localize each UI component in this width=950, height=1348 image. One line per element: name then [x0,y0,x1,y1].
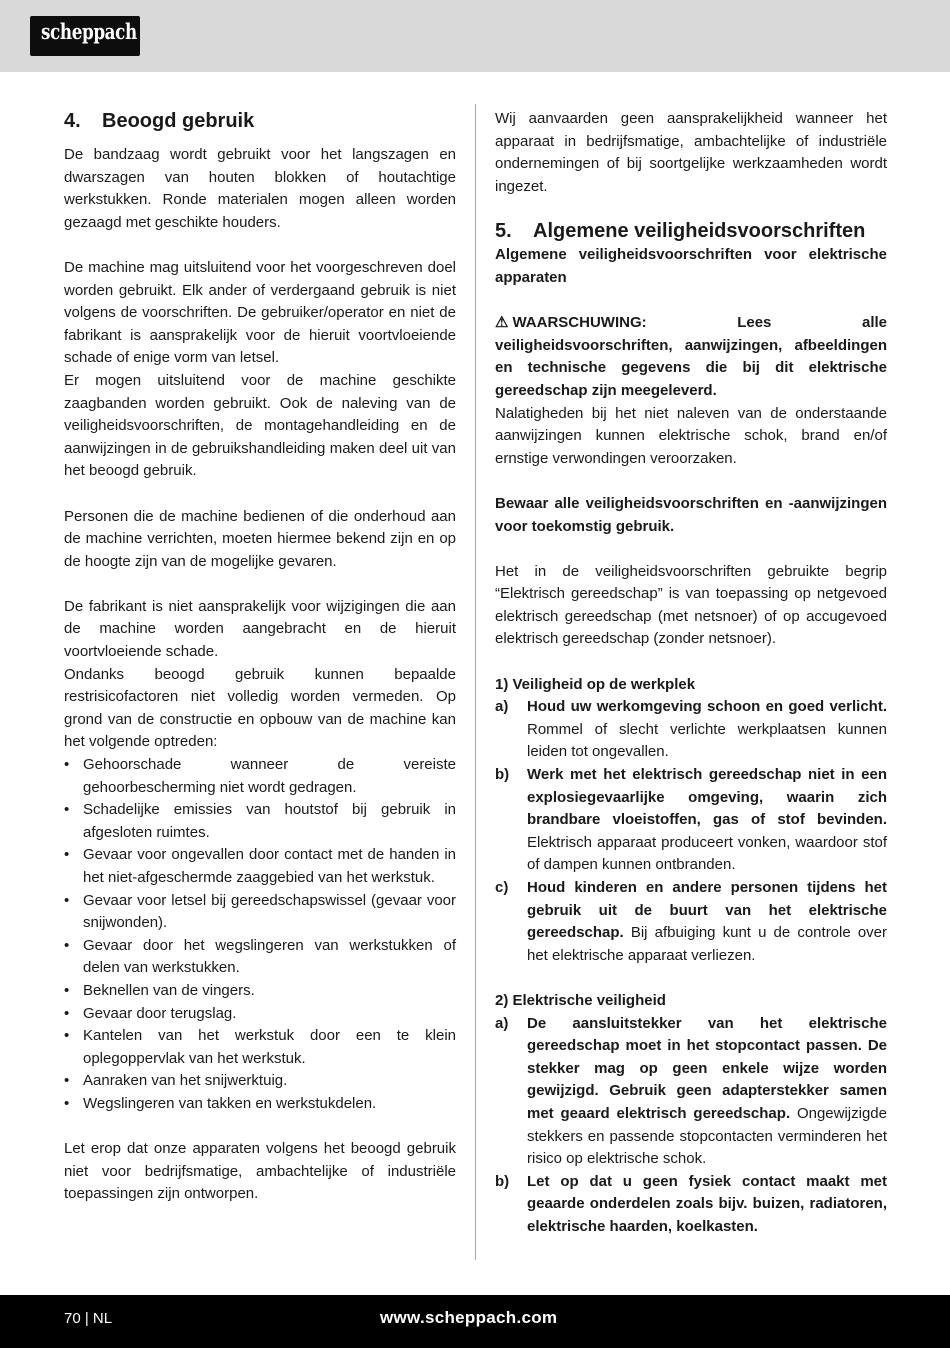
list-item: b) Werk met het elektrisch gereedschap niet in een explosiegevaarlijke omgeving, waarin zich brandbare vloeistoffen, gas of stof bevinden. Elektrisch apparaat produceert vonken, waardoor stof of dampen kunnen ontbranden. [495,766,887,874]
section-subtitle: Algemene veiligheidsvoorschriften voor elektrische apparaten [495,246,887,286]
bullet-marker: • [64,801,70,819]
page-footer [0,1295,950,1348]
paragraph: Nalatigheden bij het niet naleven van de onderstaande aanwijzingen kunnen elektrische schok, brand en/of ernstige verwondingen veroorzaken. [495,404,887,467]
list-item: • Kantelen van het werkstuk door een te klein oplegoppervlak van het werkstuk. [64,1027,456,1067]
list-item: • Wegslingeren van takken en werkstukdelen. [64,1093,456,1116]
section-number: 5. [495,220,512,243]
page-header [0,0,950,72]
column-divider [475,104,476,1260]
warning-icon: ⚠ [495,314,509,332]
list-item: • Schadelijke emissies van houtstof bij gebruik in afgesloten ruimtes. [64,801,456,841]
list-item: • Gevaar door terugslag. [64,1003,456,1026]
section-title: Algemene veiligheidsvoorschriften [533,220,866,243]
section-title: Beoogd gebruik [102,110,255,132]
right-column [495,108,887,1239]
paragraph: De bandzaag wordt gebruikt voor het langszagen en dwarszagen van houten blokken of houtachtige werkstukken. Ronde materialen mogen alleen worden gezaagd met geschikte houders. [64,146,456,231]
logo-text: scheppach [41,19,137,44]
list-item: • Gevaar voor ongevallen door contact met de handen in het niet-afgeschermde zaaggebied van het werkstuk. [64,846,456,886]
bullet-marker: • [64,891,70,909]
bullet-marker: • [64,846,70,864]
list-item: • Beknellen van de vingers. [64,980,456,1003]
paragraph: De fabrikant is niet aansprakelijk voor wijzigingen die aan de machine worden aangebracht en de hieruit voortvloeiende schade. [64,597,456,661]
risk-list [64,754,456,1116]
list-item: a) Houd uw werkomgeving schoon en goed verlicht. Rommel of slecht verlichte werkplaatsen kunnen leiden tot ongevallen. [495,698,887,761]
bullet-marker: • [64,1094,70,1112]
page-number: 70 | NL [64,1310,113,1327]
paragraph: Er mogen uitsluitend voor de machine geschikte zaagbanden worden gebruikt. Ook de naleving van de veiligheidsvoorschriften, de montagehandleiding en de aanwijzingen in de gebruikshandleiding maken deel uit van het beoogd gebruik. [64,371,456,480]
list-item: c) Houd kinderen en andere personen tijdens het gebruik uit de buurt van het elektrische gereedschap. Bij afbuiging kunt u de controle over het elektrische apparaat verliezen. [495,879,887,964]
bullet-marker: • [64,1004,70,1022]
paragraph: Personen die de machine bedienen of die onderhoud aan de machine verrichten, moeten hiermee bekend zijn en op de hoogte zijn van de mogelijke gevaren. [64,507,456,570]
section-number: 4. [64,110,81,132]
subsection-title: 2) Elektrische veiligheid [495,991,666,1009]
brand-logo [30,16,140,56]
subsection-title: 1) Veiligheid op de werkplek [495,675,696,693]
warning-paragraph: ⚠ WAARSCHUWING: Lees alle veiligheidsvoorschriften, aanwijzingen, afbeeldingen en technische gegevens die bij dit elektrische gereedschap zijn meegeleverd. [495,314,887,399]
bullet-marker: • [64,936,70,954]
list-item: • Aanraken van het snijwerktuig. [64,1070,456,1093]
list-item: • Gehoorschade wanneer de vereiste gehoorbescherming niet wordt gedragen. [64,756,456,796]
paragraph: Let erop dat onze apparaten volgens het beoogd gebruik niet voor bedrijfsmatige, ambachtelijke of industriële toepassingen zijn ontworpen. [64,1140,456,1203]
bullet-marker: • [64,1027,70,1045]
paragraph: Ondanks beoogd gebruik kunnen bepaalde restrisicofactoren niet volledig worden vermeden. Op grond van de constructie en opbouw van de machine kan het volgende optreden: [64,665,456,751]
section-5-heading [495,218,887,244]
list-item: a) De aansluitstekker van het elektrische gereedschap moet in het stopcontact passen. De stekker mag op geen enkele wijze worden gewijzigd. Gebruik geen adapterstekker samen met geaard elektrisch gereedschap. Ongewijzigde stekkers en passende stopcontacten verminderen het risico op elektrische schok. [495,1014,887,1168]
bullet-marker: • [64,756,70,774]
bullet-marker: • [64,981,70,999]
paragraph: Het in de veiligheidsvoorschriften gebruikte begrip “Elektrisch gereedschap” is van toepassing op netgevoed elektrisch gereedschap (met netsnoer) of op accugevoed elektrisch gereedschap (zonder netsnoer). [495,562,887,648]
left-column [64,108,456,1206]
section-4-heading [64,108,456,134]
paragraph: Wij aanvaarden geen aansprakelijkheid wanneer het apparaat in bedrijfsmatige, ambachtelijke of industriële ondernemingen of bij soortgelijke werkzaamheden wordt ingezet. [495,110,887,195]
bullet-marker: • [64,1072,70,1090]
list-item: b) Let op dat u geen fysiek contact maakt met geaarde onderdelen zoals bijv. buizen, radiatoren, elektrische haarden, koelkasten. [495,1172,887,1235]
website-link[interactable]: www.scheppach.com [380,1308,558,1327]
keep-instructions: Bewaar alle veiligheidsvoorschriften en -aanwijzingen voor toekomstig gebruik. [495,494,887,535]
list-item: • Gevaar voor letsel bij gereedschapswissel (gevaar voor snijwonden). [64,891,456,932]
list-item: • Gevaar door het wegslingeren van werkstukken of delen van werkstukken. [64,936,456,977]
paragraph: De machine mag uitsluitend voor het voorgeschreven doel worden gebruikt. Elk ander of verdergaand gebruik is niet volgens de voorschriften. De gebruiker/operator en niet de fabrikant is aansprakelijk voor de hieruit voortvloeiende schade of enige vorm van letsel. [64,258,456,367]
